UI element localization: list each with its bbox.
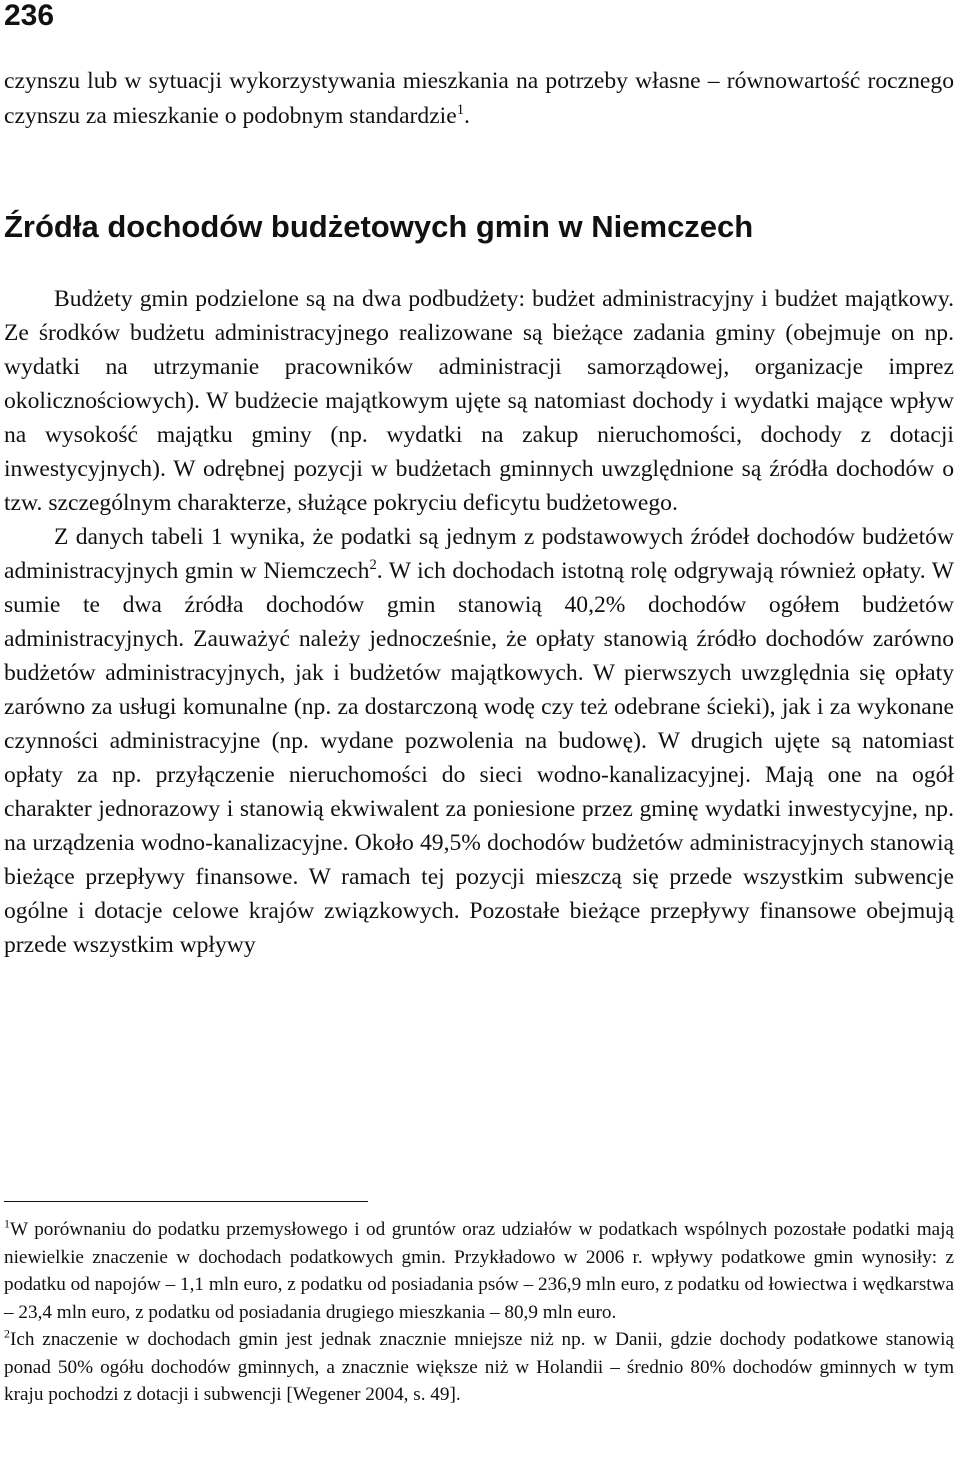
footnote-2-text: Ich znaczenie w dochodach gmin jest jednak znacznie mniejsze niż np. w Danii, gdzie dochody podatkowe stanowią ponad 50% ogółu dochodów gminnych, a znacznie większe niż w Holandii – średnio 80% dochodów gminnych w tym kraju pochodzi z dotacji i subwencji [Wegener 2004, s. 49].	[4, 1329, 954, 1405]
paragraph-2-text-b: . W ich dochodach istotną rolę odgrywają również opłaty. W sumie te dwa źródła dochodów gmin stanowią 40,2% dochodów ogółem budżetów administracyjnych. Zauważyć należy jednocześnie, że opłaty stanowią źródło dochodów zarówno budżetów administracyjnych, jak i budżetów majątkowych. W pierwszych uwzględnia się opłaty zarówno za usługi komunalne (np. za dostarczoną wodę czy też odebrane ścieki), jak i za wykonane czynności administracyjne (np. wydane pozwolenia na budowę). W drugich ujęte są natomiast opłaty za np. przyłączenie nieruchomości do sieci wodno-kanalizacyjnej. Mają one na ogół charakter jednorazowy i stanowią ekwiwalent za poniesione przez gminę wydatki inwestycyjne, np. na urządzenia wodno-kanalizacyjne. Około 49,5% dochodów budżetów administracyjnych stanowią bieżące przepływy finansowe. W ramach tej pozycji mieszczą się przede wszystkim subwencje ogólne i dotacje celowe krajów związkowych. Pozostałe bieżące przepływy finansowe obejmują przede wszystkim wpływy	[4, 558, 954, 958]
footnote-divider	[4, 1201, 368, 1202]
page-number: 236	[4, 0, 55, 32]
paragraph-1: Budżety gmin podzielone są na dwa podbudżety: budżet administracyjny i budżet majątkowy. Ze środków budżetu administracyjnego realizowane są bieżące zadania gminy (obejmuje on np. wydatki na utrzymanie pracowników administracji samorządowej, organizacje imprez okolicznościowych). W budżecie majątkowym ujęte są natomiast dochody i wydatki mające wpływ na wysokość majątku gminy (np. wydatki na zakup nieruchomości, dochody z dotacji inwestycyjnych). W odrębnej pozycji w budżetach gminnych uwzględnione są źródła dochodów o tzw. szczególnym charakterze, służące pokryciu deficytu budżetowego.	[4, 286, 954, 516]
paragraph-2-text-a: Z danych tabeli 1 wynika, że podatki są jednym z podstawowych źródeł dochodów budżetów administracyjnych gmin w Niemczech	[4, 524, 954, 584]
footnotes	[4, 1216, 954, 1409]
intro-paragraph-text: czynszu lub w sytuacji wykorzystywania mieszkania na potrzeby własne – równowartość rocznego czynszu za mieszkanie o podobnym standardzie	[4, 68, 954, 129]
footnote-1-text: W porównaniu do podatku przemysłowego i od gruntów oraz udziałów w podatkach wspólnych pozostałe podatki mają niewielkie znaczenie w dochodach podatkowych gmin. Przykładowo w 2006 r. wpływy podatkowe gmin wynosiły: z podatku od napojów – 1,1 mln euro, z podatku od posiadania psów – 236,9 mln euro, z podatku od łowiectwa i wędkarstwa – 23,4 mln euro, z podatku od posiadania drugiego mieszkania – 80,9 mln euro.	[4, 1219, 954, 1323]
footnote-ref-1[interactable]: 1	[456, 102, 465, 119]
section-heading: Źródła dochodów budżetowych gmin w Niemczech	[4, 209, 754, 244]
footnote-marker-2: 2	[4, 1326, 10, 1341]
footnote-1	[4, 1216, 954, 1326]
intro-paragraph-end: .	[464, 103, 470, 129]
section-body	[4, 282, 954, 962]
footnote-2	[4, 1326, 954, 1409]
footnote-ref-2[interactable]: 2	[369, 557, 377, 574]
footnote-marker-1: 1	[4, 1216, 10, 1231]
paragraph-2	[4, 520, 954, 962]
intro-paragraph	[4, 64, 954, 134]
